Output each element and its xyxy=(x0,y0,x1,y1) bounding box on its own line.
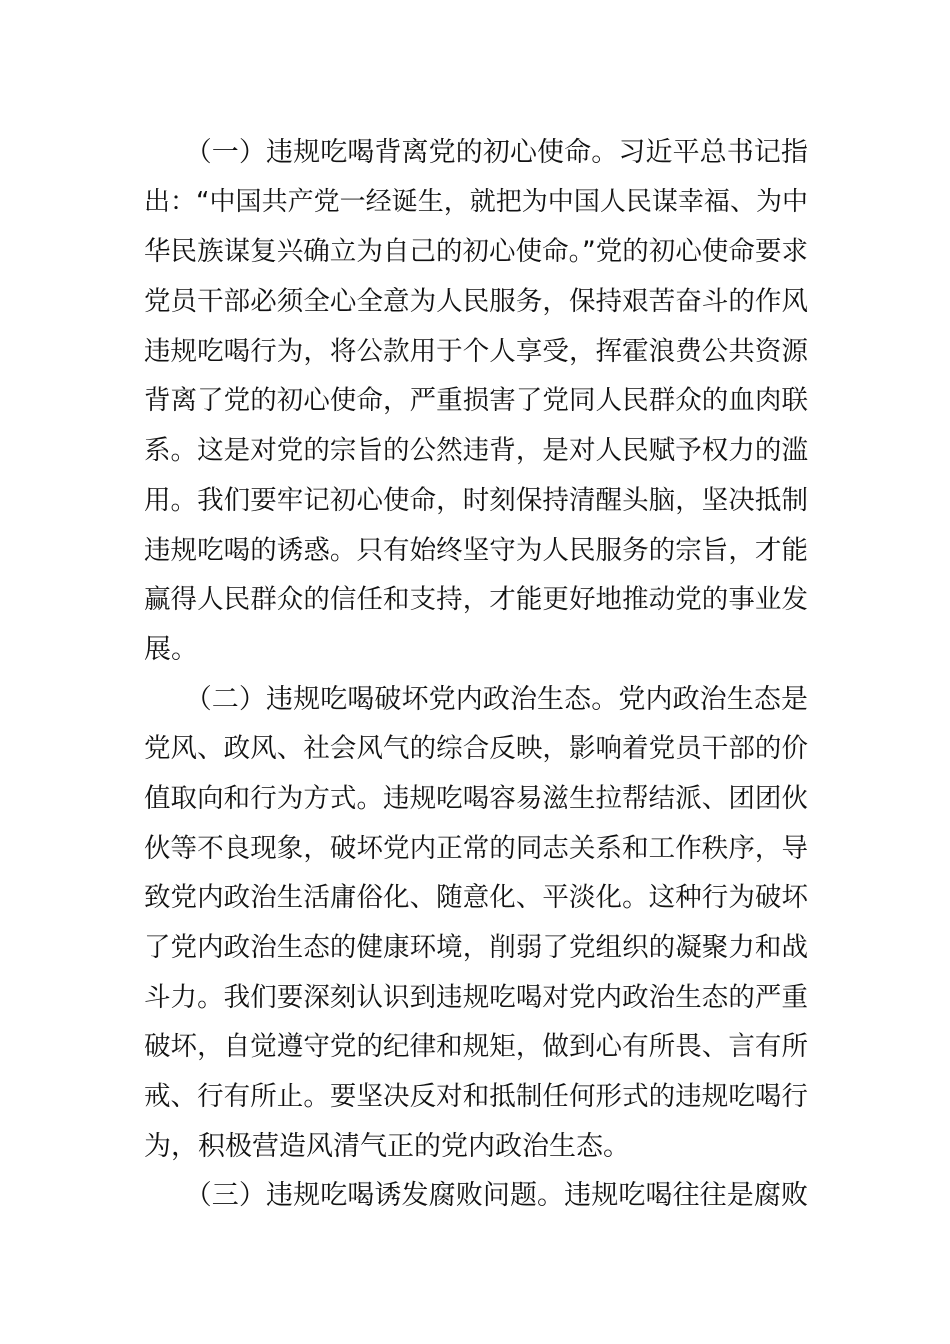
paragraph-2-line-2: 党风、政风、社会风气的综合反映，影响着党员干部的价 xyxy=(144,733,808,765)
paragraph-1-line-4: 党员干部必须全心全意为人民服务，保持艰苦奋斗的作风 xyxy=(144,286,808,318)
paragraph-3-line-1: （三）违规吃喝诱发腐败问题。违规吃喝往往是腐败 xyxy=(144,1180,808,1212)
paragraph-2-line-7: 斗力。我们要深刻认识到违规吃喝对党内政治生态的严重 xyxy=(144,981,808,1013)
paragraph-1-line-8: 用。我们要牢记初心使命，时刻保持清醒头脑，坚决抵制 xyxy=(144,484,808,516)
paragraph-2-line-3: 值取向和行为方式。违规吃喝容易滋生拉帮结派、团团伙 xyxy=(144,782,808,814)
paragraph-2-line-9: 戒、行有所止。要坚决反对和抵制任何形式的违规吃喝行 xyxy=(144,1081,808,1113)
paragraph-1-line-2: 出：“中国共产党一经诞生，就把为中国人民谋幸福、为中 xyxy=(144,186,808,217)
paragraph-1-line-5: 违规吃喝行为，将公款用于个人享受，挥霍浪费公共资源 xyxy=(144,335,808,367)
paragraph-1-line-3: 华民族谋复兴确立为自己的初心使命。”党的初心使命要求 xyxy=(144,236,808,268)
paragraph-2-line-10: 为，积极营造风清气正的党内政治生态。 xyxy=(144,1130,630,1162)
paragraph-1-line-7: 系。这是对党的宗旨的公然违背，是对人民赋予权力的滥 xyxy=(144,435,808,467)
paragraph-2-line-4: 伙等不良现象，破坏党内正常的同志关系和工作秩序，导 xyxy=(144,832,808,864)
paragraph-1-line-6: 背离了党的初心使命，严重损害了党同人民群众的血肉联 xyxy=(144,385,808,417)
paragraph-1-line-11: 展。 xyxy=(144,633,198,665)
paragraph-2-line-5: 致党内政治生活庸俗化、随意化、平淡化。这种行为破坏 xyxy=(144,882,808,914)
paragraph-1-line-1: （一）违规吃喝背离党的初心使命。习近平总书记指 xyxy=(144,137,808,168)
paragraph-2-line-1: （二）违规吃喝破坏党内政治生态。党内政治生态是 xyxy=(144,683,808,715)
paragraph-2-line-8: 破坏，自觉遵守党的纪律和规矩，做到心有所畏、言有所 xyxy=(144,1031,808,1063)
paragraph-1-line-10: 赢得人民群众的信任和支持，才能更好地推动党的事业发 xyxy=(144,584,808,616)
paragraph-2-line-6: 了党内政治生态的健康环境，削弱了党组织的凝聚力和战 xyxy=(144,932,808,963)
paragraph-1-line-9: 违规吃喝的诱惑。只有始终坚守为人民服务的宗旨，才能 xyxy=(144,534,808,566)
document-body xyxy=(144,128,808,1221)
